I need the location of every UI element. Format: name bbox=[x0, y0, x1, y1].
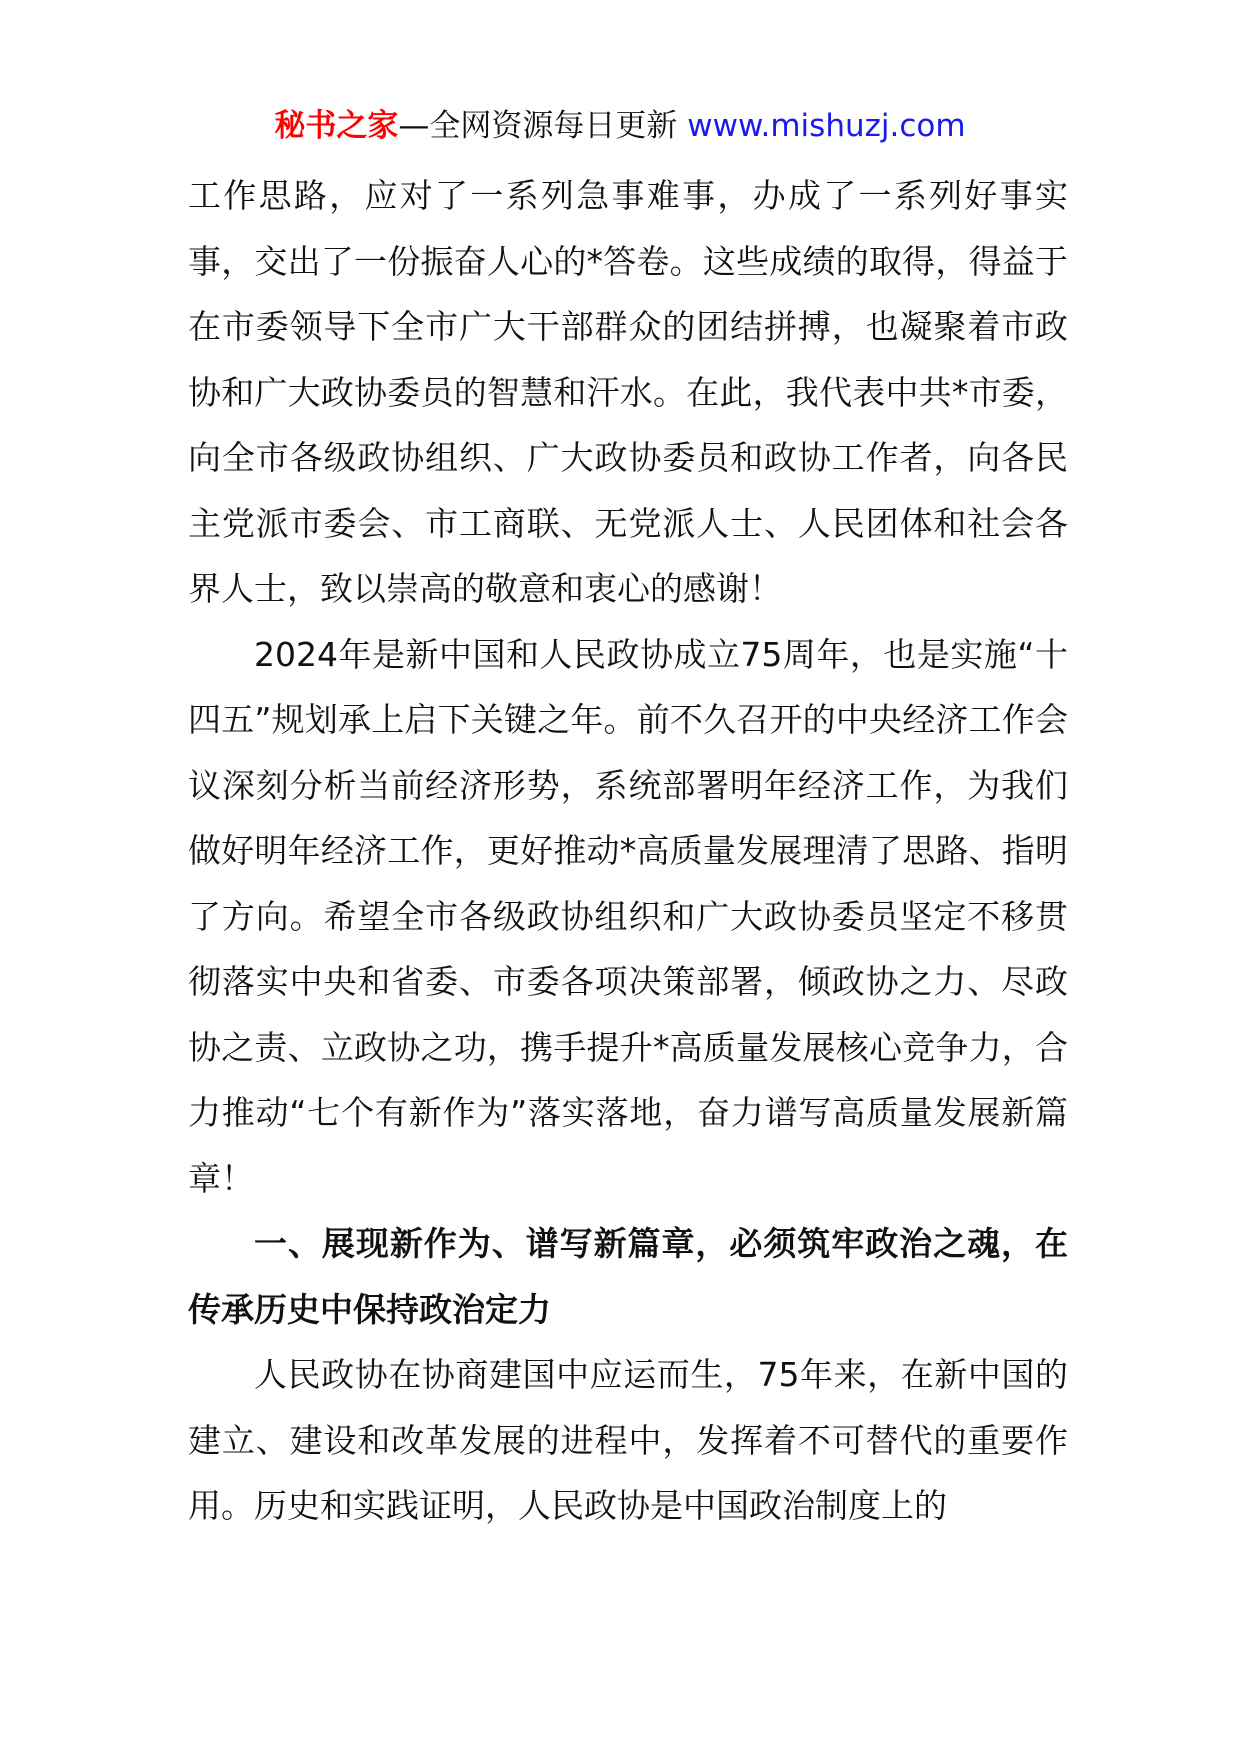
document-body bbox=[188, 163, 1068, 1539]
website-url[interactable]: www.mishuzj.com bbox=[687, 108, 966, 144]
paragraph-section-body: 人民政协在协商建国中应运而生，75年来，在新中国的建立、建设和改革发展的进程中，发挥着不可替代的重要作用。历史和实践证明，人民政协是中国政治制度上的 bbox=[188, 1355, 1068, 1525]
paragraph-anniversary: 2024年是新中国和人民政协成立75周年，也是实施“十四五”规划承上启下关键之年。前不久召开的中央经济工作会议深刻分析当前经济形势，系统部署明年经济工作，为我们做好明年经济工作，更好推动*高质量发展理清了思路、指明了方向。希望全市各级政协组织和广大政协委员坚定不移贯彻落实中央和省委、市委各项决策部署，倾政协之力、尽政协之责、立政协之功，携手提升*高质量发展核心竞争力，合力推动“七个有新作为”落实落地，奋力谱写高质量发展新篇章！ bbox=[188, 634, 1068, 1198]
watermark-header bbox=[0, 104, 1240, 148]
header-tagline: —全网资源每日更新 bbox=[398, 108, 688, 144]
section-heading: 一、展现新作为、谱写新篇章，必须筑牢政治之魂，在传承历史中保持政治定力 bbox=[188, 1224, 1068, 1329]
paragraph-continued: 工作思路，应对了一系列急事难事，办成了一系列好事实事，交出了一份振奋人心的*答卷。这些成绩的取得，得益于在市委领导下全市广大干部群众的团结拼搏，也凝聚着市政协和广大政协委员的智慧和汗水。在此，我代表中共*市委，向全市各级政协组织、广大政协委员和政协工作者，向各民主党派市委会、市工商联、无党派人士、人民团体和社会各界人士，致以崇高的敬意和衷心的感谢！ bbox=[188, 176, 1068, 608]
brand-name: 秘书之家 bbox=[274, 108, 399, 144]
